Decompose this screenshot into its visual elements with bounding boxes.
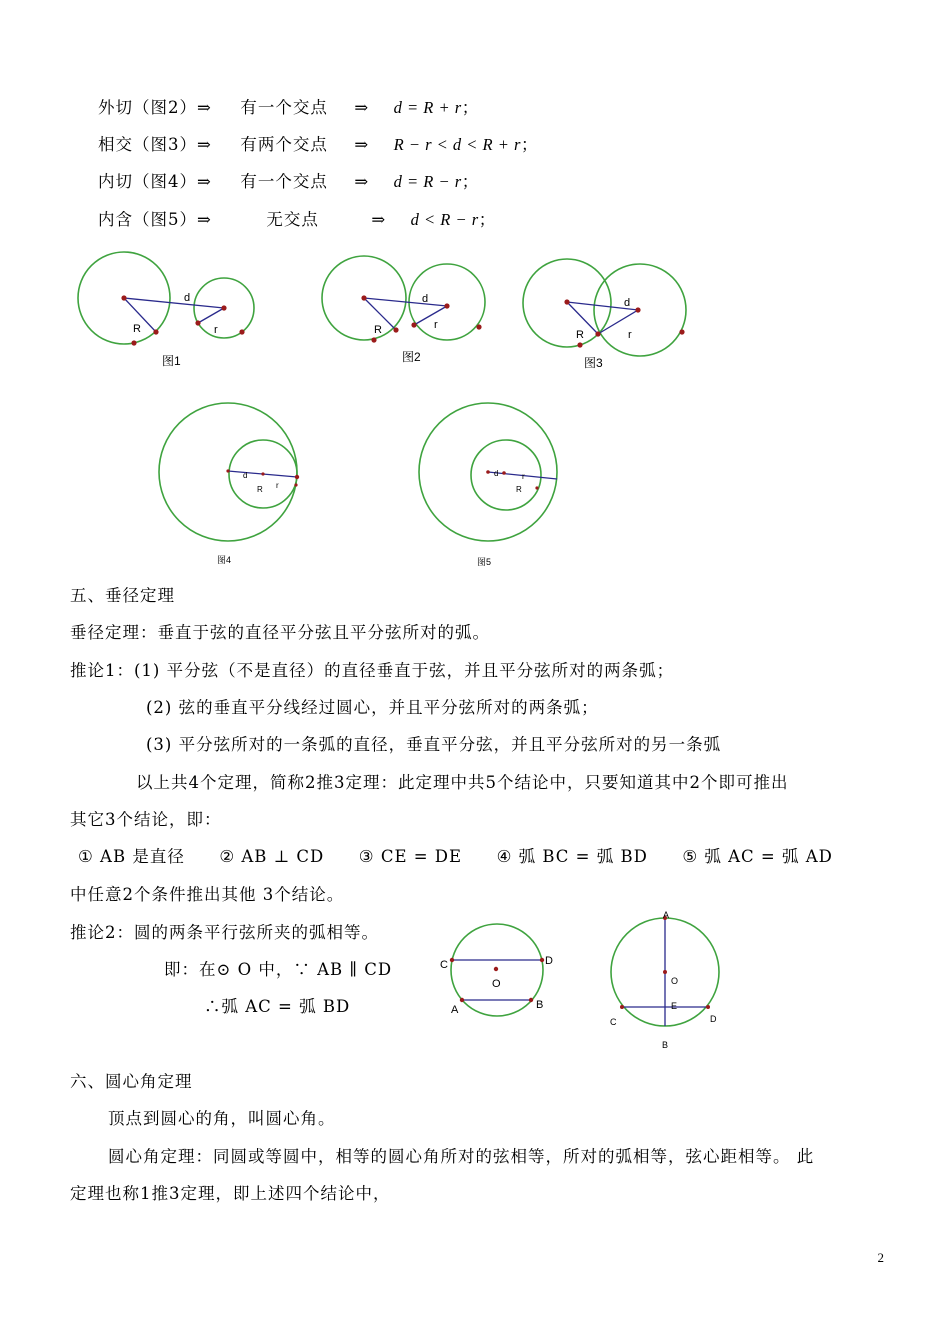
- center-O: [663, 970, 667, 974]
- condition-5: ⑤ 弧 AC = 弧 AD: [682, 847, 833, 866]
- center-point: [221, 305, 226, 310]
- page-number: 2: [877, 1250, 884, 1265]
- label-r: r: [434, 319, 438, 331]
- label-d: d: [243, 471, 248, 480]
- condition-3: ③ CE = DE: [358, 847, 463, 866]
- label-E: E: [671, 1001, 678, 1011]
- relation-points: 有一个交点: [240, 172, 328, 191]
- relation-points: 有两个交点: [240, 135, 328, 154]
- center-O: [494, 967, 498, 971]
- point-D: [540, 958, 544, 962]
- figure-2-diagram: [320, 255, 500, 355]
- label-R: R: [576, 329, 584, 341]
- point: [239, 329, 244, 334]
- figure-5-caption: 图5: [477, 557, 492, 567]
- central-angle-definition: 顶点到圆心的角，叫圆心角。: [108, 1109, 336, 1128]
- label-O: O: [671, 976, 679, 986]
- central-angle-theorem-1: 圆心角定理：同圆或等圆中，相等的圆心角所对的弦相等，所对的弧相等，弦心距相等。 此: [108, 1147, 815, 1166]
- label-A: A: [663, 910, 670, 920]
- label-r: r: [628, 329, 632, 341]
- relation-formula: d = R + r: [393, 98, 462, 117]
- perpendicular-theorem: 垂径定理：垂直于弦的直径平分弦且平分弦所对的弧。: [70, 623, 490, 642]
- punct: ；: [478, 210, 497, 229]
- relation-points: 有一个交点: [240, 98, 328, 117]
- center-point: [486, 470, 490, 474]
- label-d: d: [494, 469, 499, 478]
- condition-1: ① AB 是直径: [78, 847, 185, 866]
- punct: ；: [461, 98, 480, 117]
- relation-name: 外切（图2）⇒: [98, 98, 212, 117]
- center-point: [361, 295, 366, 300]
- section-6-heading: 六、圆心角定理: [70, 1072, 193, 1091]
- relation-name: 内切（图4）⇒: [98, 172, 212, 191]
- summary-line-2: 其它3个结论，即：: [70, 810, 222, 829]
- example-line-2: ∴弧 AC = 弧 BD: [204, 997, 351, 1016]
- label-d: d: [422, 293, 429, 305]
- label-R: R: [257, 485, 263, 494]
- figure-1-diagram: [76, 252, 266, 352]
- label-C: C: [440, 959, 448, 971]
- figure-4-caption: 图4: [217, 555, 232, 565]
- implies-symbol: ⇒: [354, 135, 370, 154]
- point: [393, 327, 398, 332]
- relation-points: 无交点: [266, 210, 319, 229]
- center-point: [261, 472, 264, 475]
- central-angle-theorem-2: 定理也称1推3定理，即上述四个结论中，: [70, 1184, 391, 1203]
- relation-formula: d < R − r: [410, 210, 479, 229]
- point: [294, 483, 297, 486]
- point: [535, 486, 538, 489]
- section-5-heading: 五、垂径定理: [70, 586, 175, 605]
- center-point: [444, 303, 449, 308]
- label-R: R: [516, 485, 522, 494]
- center-point: [502, 471, 506, 475]
- radius-r-segment: [198, 308, 224, 323]
- point: [131, 340, 136, 345]
- relation-row-intersect: [98, 134, 538, 156]
- figure-4-diagram: [158, 402, 318, 562]
- summary-line-1: 以上共4个定理，简称2推3定理：此定理中共5个结论中，只要知道其中2个即可推出: [136, 773, 789, 792]
- point: [476, 324, 481, 329]
- label-B: B: [662, 1040, 669, 1050]
- relation-name: 相交（图3）⇒: [98, 135, 212, 154]
- point: [577, 342, 582, 347]
- point-D: [706, 1005, 710, 1009]
- figure-3-caption: 图3: [584, 356, 603, 370]
- radius-r-segment: [598, 310, 638, 334]
- label-R: R: [133, 323, 141, 335]
- conditions-row: [78, 846, 833, 868]
- point: [411, 322, 416, 327]
- label-r: r: [522, 472, 525, 481]
- relation-row-external: [98, 97, 479, 119]
- implies-symbol: ⇒: [354, 98, 370, 117]
- relation-name: 内含（图5）⇒: [98, 210, 212, 229]
- conditions-tail: 中任意2个条件推出其他 3个结论。: [70, 885, 345, 904]
- figure-5-diagram: [418, 402, 578, 562]
- condition-2: ② AB ⊥ CD: [219, 847, 325, 866]
- parallel-chords-diagram: [438, 920, 578, 1030]
- point: [371, 337, 376, 342]
- point-A: [460, 998, 464, 1002]
- figure-3-diagram: [522, 258, 702, 358]
- tangent-point: [295, 475, 299, 479]
- label-D: D: [545, 955, 553, 967]
- small-circle: [471, 440, 541, 510]
- relation-formula: d = R − r: [393, 172, 462, 191]
- point: [153, 329, 158, 334]
- label-O: O: [492, 978, 501, 990]
- label-C: C: [610, 1017, 617, 1027]
- intersection-point: [595, 331, 600, 336]
- punct: ；: [520, 135, 539, 154]
- corollary-1-item-2: (2) 弦的垂直平分线经过圆心，并且平分弦所对的两条弧；: [146, 698, 599, 717]
- example-line-1: 即：在⊙ O 中，∵ AB ∥ CD: [164, 960, 393, 979]
- figure-1-caption: 图1: [162, 354, 181, 368]
- point: [679, 329, 684, 334]
- perpendicular-diameter-diagram: [600, 908, 740, 1058]
- point-C: [620, 1005, 624, 1009]
- point: [195, 320, 200, 325]
- punct: ；: [461, 172, 480, 191]
- relation-row-contained: [98, 209, 496, 231]
- center-point: [564, 299, 569, 304]
- figure-2-caption: 图2: [402, 350, 421, 364]
- label-d: d: [184, 292, 191, 304]
- implies-symbol: ⇒: [354, 172, 370, 191]
- center-point: [226, 469, 229, 472]
- label-A: A: [451, 1004, 459, 1016]
- point-C: [450, 958, 454, 962]
- relation-formula: R − r < d < R + r: [393, 135, 521, 154]
- center-point: [121, 295, 126, 300]
- label-r: r: [214, 324, 218, 336]
- label-B: B: [536, 999, 544, 1011]
- relation-row-internal: [98, 171, 479, 193]
- center-point: [635, 307, 640, 312]
- label-d: d: [624, 297, 631, 309]
- center-distance-segment: [124, 298, 224, 308]
- label-r: r: [276, 481, 279, 490]
- corollary-1-item-3: (3) 平分弦所对的一条弧的直径，垂直平分弦，并且平分弦所对的另一条弧: [146, 735, 722, 754]
- radius-r-segment: [414, 306, 447, 325]
- implies-symbol: ⇒: [371, 210, 387, 229]
- point-B: [529, 998, 533, 1002]
- label-R: R: [374, 324, 382, 336]
- small-circle: [409, 264, 485, 340]
- corollary-2: 推论2：圆的两条平行弦所夹的弧相等。: [70, 923, 379, 942]
- condition-4: ④ 弧 BC = 弧 BD: [496, 847, 648, 866]
- corollary-1-item-1: 推论1：(1) 平分弦（不是直径）的直径垂直于弦，并且平分弦所对的两条弧；: [70, 661, 675, 680]
- label-D: D: [710, 1014, 717, 1024]
